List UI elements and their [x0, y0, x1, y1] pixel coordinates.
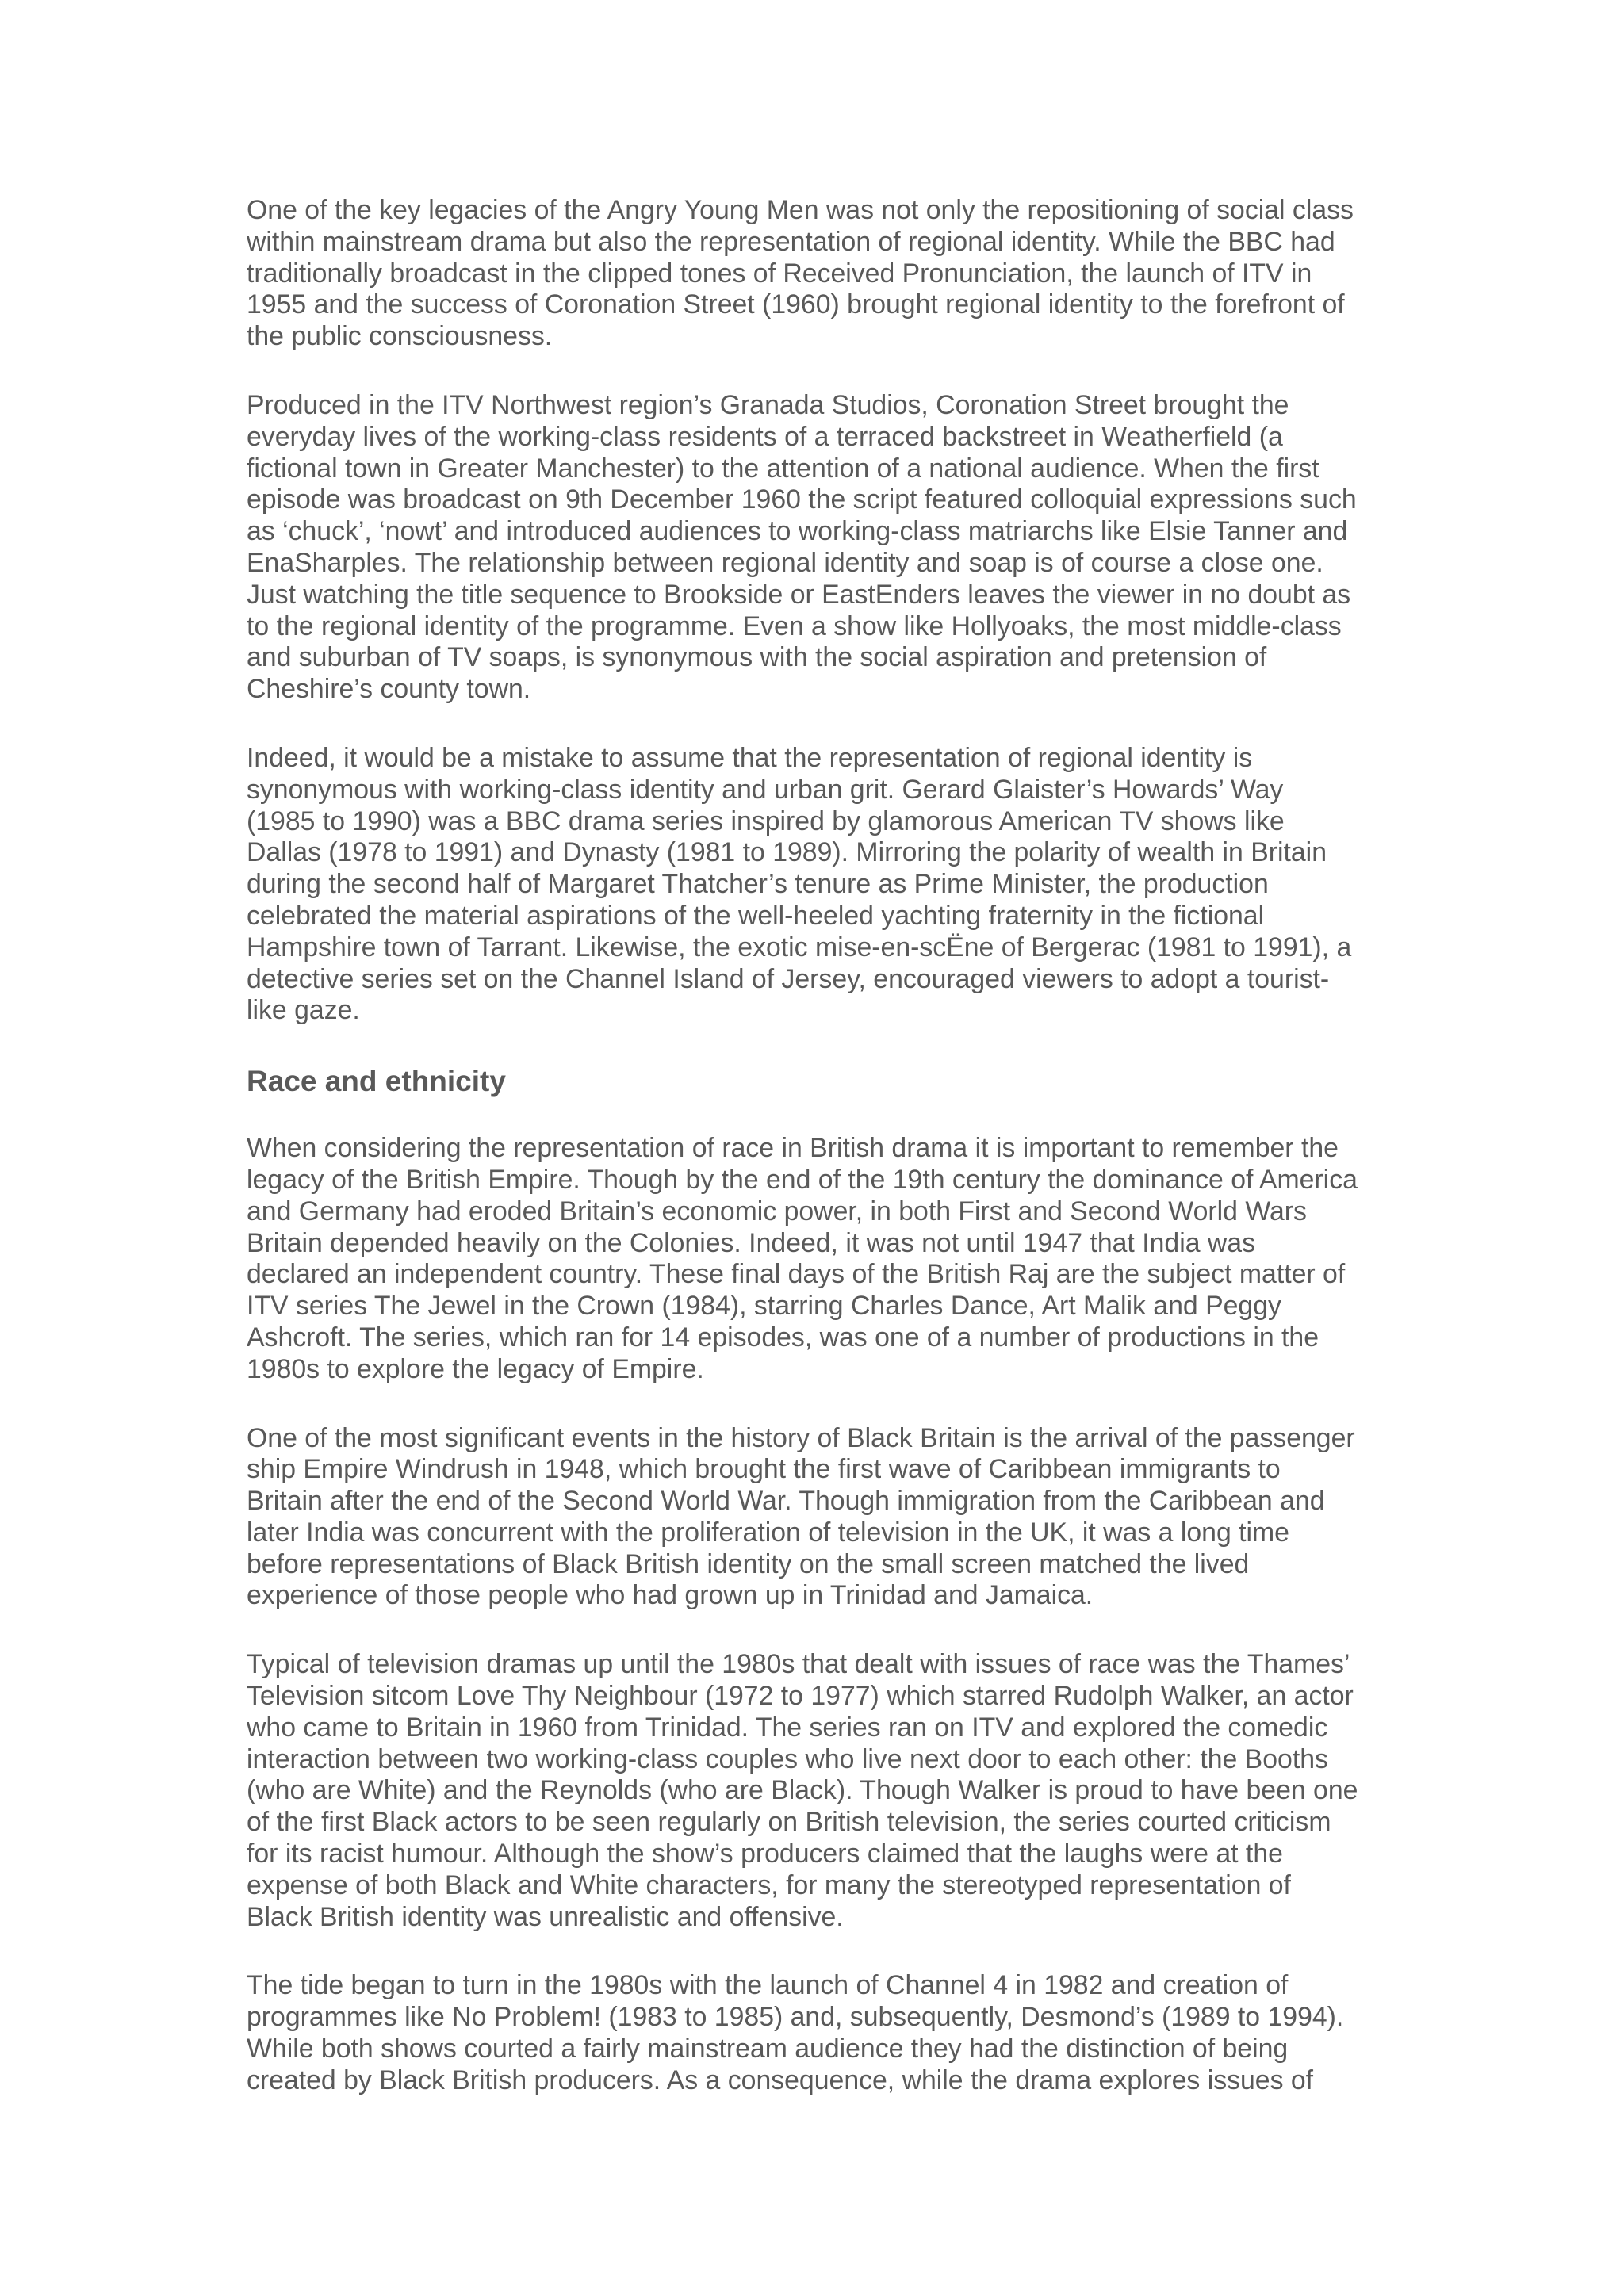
text-line: While both shows courted a fairly mainstream audience they had the distinction of being	[247, 2034, 1289, 2064]
text-line: created by Black British producers. As a consequence, while the drama explores issues of	[247, 2064, 1314, 2095]
text-line: during the second half of Margaret Thatcher’s tenure as Prime Minister, the production	[247, 869, 1269, 900]
text-line: Dallas (1978 to 1991) and Dynasty (1981 to 1989). Mirroring the polarity of wealth in Britain	[247, 837, 1327, 868]
text-line: later India was concurrent with the proliferation of television in the UK, it was a long time	[247, 1517, 1289, 1548]
text-line: traditionally broadcast in the clipped tones of Received Pronunciation, the launch of ITV in	[247, 258, 1312, 289]
text-line: The tide began to turn in the 1980s with the launch of Channel 4 in 1982 and creation of	[247, 1970, 1289, 2001]
text-line: legacy of the British Empire. Though by the end of the 19th century the dominance of America	[247, 1164, 1358, 1195]
text-line: like gaze.	[247, 995, 360, 1026]
paragraph	[247, 1649, 1392, 1933]
text-line: interaction between two working-class couples who live next door to each other: the Booths	[247, 1743, 1328, 1774]
text-line: and Germany had eroded Britain’s economic power, in both First and Second World Wars	[247, 1196, 1307, 1226]
text-line: within mainstream drama but also the representation of regional identity. While the BBC had	[247, 226, 1335, 257]
text-line: Television sitcom Love Thy Neighbour (1972 to 1977) which starred Rudolph Walker, an actor	[247, 1681, 1354, 1712]
paragraph	[247, 390, 1392, 706]
paragraph	[247, 743, 1392, 1027]
text-line: the public consciousness.	[247, 321, 553, 352]
text-line: Britain after the end of the Second World War. Though immigration from the Caribbean and	[247, 1486, 1325, 1517]
text-line: Ashcroft. The series, which ran for 14 episodes, was one of a number of productions in the	[247, 1322, 1319, 1353]
text-line: everyday lives of the working-class residents of a terraced backstreet in Weatherfield (a	[247, 421, 1283, 452]
text-line: One of the key legacies of the Angry Young Men was not only the repositioning of social class	[247, 195, 1354, 225]
paragraph	[247, 195, 1392, 353]
text-line: as ‘chuck’, ‘nowt’ and introduced audiences to working-class matriarchs like Elsie Tanner and	[247, 516, 1348, 547]
text-line: fictional town in Greater Manchester) to the attention of a national audience. When the first	[247, 453, 1320, 484]
text-line: detective series set on the Channel Island of Jersey, encouraged viewers to adopt a tourist-	[247, 963, 1330, 994]
text-line: Black British identity was unrealistic and offensive.	[247, 1901, 844, 1932]
text-line: Just watching the title sequence to Brookside or EastEnders leaves the viewer in no doubt as	[247, 579, 1351, 610]
text-line: Britain depended heavily on the Colonies. Indeed, it was not until 1947 that India was	[247, 1227, 1255, 1258]
text-line: Cheshire’s county town.	[247, 674, 531, 705]
text-line: (1985 to 1990) was a BBC drama series inspired by glamorous American TV shows like	[247, 806, 1285, 836]
text-line: Indeed, it would be a mistake to assume that the representation of regional identity is	[247, 742, 1253, 773]
paragraph	[247, 1133, 1392, 1385]
text-line: Typical of television dramas up until the 1980s that dealt with issues of race was the Thames’	[247, 1649, 1350, 1680]
text-line: 1980s to explore the legacy of Empire.	[247, 1353, 704, 1384]
text-line: Produced in the ITV Northwest region’s Granada Studios, Coronation Street brought the	[247, 389, 1289, 420]
text-line: and suburban of TV soaps, is synonymous with the social aspiration and pretension of	[247, 642, 1267, 673]
document-body	[247, 195, 1392, 2134]
paragraph	[247, 1423, 1392, 1613]
text-line: ITV series The Jewel in the Crown (1984), starring Charles Dance, Art Malik and Peggy	[247, 1291, 1281, 1322]
text-line: programmes like No Problem! (1983 to 1985) and, subsequently, Desmond’s (1989 to 1994).	[247, 2002, 1344, 2033]
text-line: 1955 and the success of Coronation Street (1960) brought regional identity to the forefront of	[247, 289, 1345, 320]
text-line: declared an independent country. These final days of the British Raj are the subject matter of	[247, 1259, 1346, 1290]
text-line: One of the most significant events in the history of Black Britain is the arrival of the passenger	[247, 1422, 1355, 1453]
paragraph	[247, 1970, 1392, 2096]
text-line: for its racist humour. Although the show’s producers claimed that the laughs were at the	[247, 1839, 1283, 1869]
section-heading: Race and ethnicity	[247, 1065, 506, 1098]
text-line: (who are White) and the Reynolds (who are Black). Though Walker is proud to have been one	[247, 1775, 1358, 1806]
text-line: synonymous with working-class identity and urban grit. Gerard Glaister’s Howards’ Way	[247, 774, 1284, 805]
text-line: of the first Black actors to be seen regularly on British television, the series courted criticism	[247, 1807, 1331, 1838]
text-line: to the regional identity of the programme. Even a show like Hollyoaks, the most middle-class	[247, 610, 1342, 641]
text-line: episode was broadcast on 9th December 1960 the script featured colloquial expressions such	[247, 484, 1357, 515]
text-line: expense of both Black and White characters, for many the stereotyped representation of	[247, 1869, 1291, 1900]
text-line: EnaSharples. The relationship between regional identity and soap is of course a close one.	[247, 547, 1323, 578]
text-line: ship Empire Windrush in 1948, which brought the first wave of Caribbean immigrants to	[247, 1454, 1281, 1485]
text-line: Hampshire town of Tarrant. Likewise, the exotic mise-en-scËne of Bergerac (1981 to 1991), a	[247, 932, 1352, 962]
text-line: celebrated the material aspirations of the well-heeled yachting fraternity in the fictional	[247, 900, 1265, 931]
text-line: who came to Britain in 1960 from Trinidad. The series ran on ITV and explored the comedic	[247, 1712, 1328, 1743]
text-line: When considering the representation of race in British drama it is important to remember the	[247, 1133, 1339, 1164]
text-line: before representations of Black British identity on the small screen matched the lived	[247, 1548, 1250, 1579]
text-line: experience of those people who had grown up in Trinidad and Jamaica.	[247, 1580, 1094, 1611]
